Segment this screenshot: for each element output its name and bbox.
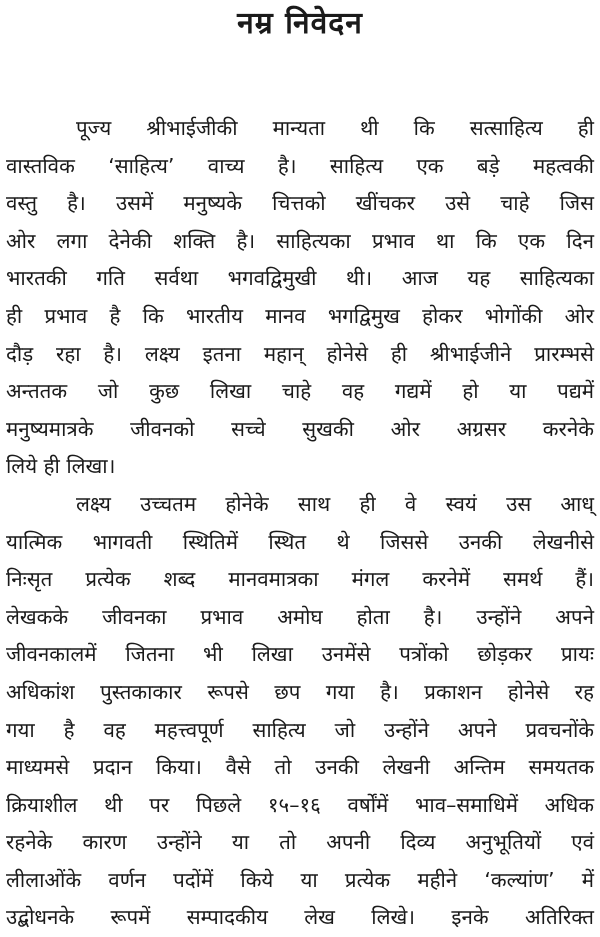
text-line: माध्यमसे प्रदान किया। वैसे तो उनकी लेखनी अन्तिम समयतक xyxy=(6,755,594,780)
text-line: मनुष्यमात्रके जीवनको सच्चे सुखकी ओर अग्रसर करनेके xyxy=(6,416,594,441)
page-title: नम्र निवेदन xyxy=(237,6,363,41)
text-line: वास्तविक ‘साहित्य’ वाच्य है। साहित्य एक बड़े महत्वकी xyxy=(6,153,594,178)
text-line: दौड़ रहा है। लक्ष्य इतना महान् होनेसे ही श्रीभाईजीने प्रारम्भसे xyxy=(6,341,594,366)
text-line: क्रियाशील थी पर पिछले १५–१६ वर्षोंमें भाव–समाधिमें अधिक xyxy=(6,792,594,817)
text-line: अधिकांश पुस्तकाकार रूपसे छप गया है। प्रकाशन होनेसे रह xyxy=(6,679,594,704)
text-line: रहनेके कारण उन्होंने या तो अपनी दिव्य अनुभूतियों एवं xyxy=(6,830,594,855)
body-text xyxy=(0,110,600,937)
text-line: गया है वह महत्त्वपूर्ण साहित्य जो उन्होंने अपने प्रवचनोंके xyxy=(6,717,594,742)
text-line: अन्ततक जो कुछ लिखा चाहे वह गद्यमें हो या पद्यमें xyxy=(6,379,594,404)
text-line: उद्बोधनके रूपमें सम्पादकीय लेख लिखे। इनके अतिरिक्त xyxy=(6,905,594,930)
text-line: लिये ही लिखा। xyxy=(6,454,116,479)
text-line: ओर लगा देनेकी शक्ति है। साहित्यका प्रभाव था कि एक दिन xyxy=(6,228,594,253)
text-line: यात्मिक भागवती स्थितिमें स्थित थे जिससे उनकी लेखनीसे xyxy=(6,529,594,554)
text-line: लीलाओंके वर्णन पदोंमें किये या प्रत्येक महीने ‘कल्यांण’ में xyxy=(6,867,594,892)
text-line: निःसृत प्रत्येक शब्द मानवमात्रका मंगल करनेमें समर्थ हैं। xyxy=(6,567,594,592)
text-line: जीवनकालमें जितना भी लिखा उनमेंसे पत्रोंको छोड़कर प्रायः xyxy=(6,642,594,667)
text-line: ही प्रभाव है कि भारतीय मानव भगद्विमुख होकर भोगोंकी ओर xyxy=(6,303,594,328)
text-line: पूज्य श्रीभाईजीकी मान्यता थी कि सत्साहित्य ही xyxy=(76,116,594,140)
text-line: वस्तु है। उसमें मनुष्यके चित्तको खींचकर उसे चाहे जिस xyxy=(6,191,594,216)
text-line: लक्ष्य उच्चतम होनेके साथ ही वे स्वयं उस आध् xyxy=(76,491,594,516)
text-line: भारतकी गति सर्वथा भगवद्विमुखी थी। आज यह साहित्यका xyxy=(6,266,594,291)
text-line: लेखकके जीवनका प्रभाव अमोघ होता है। उन्होंने अपने xyxy=(6,604,594,629)
